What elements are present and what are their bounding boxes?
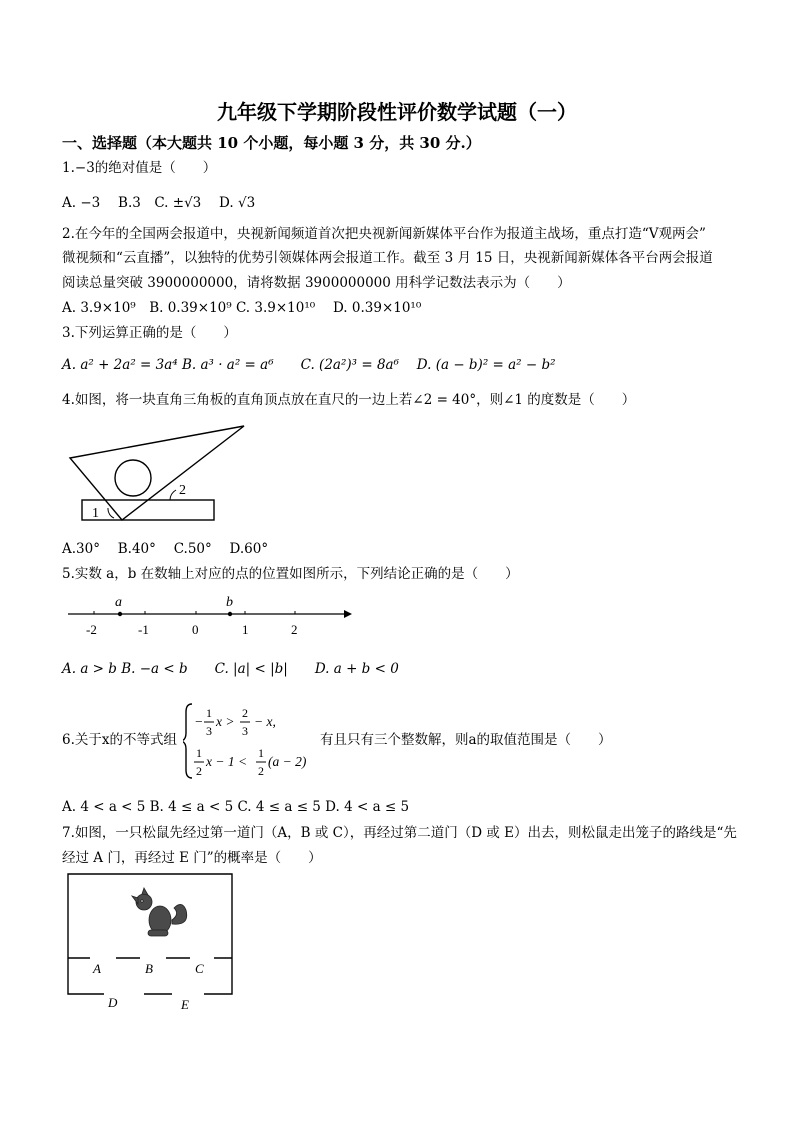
point-b — [228, 612, 232, 616]
q7-cage-figure — [64, 872, 236, 1012]
svg-text:1: 1 — [206, 706, 212, 720]
inequality-1 — [195, 706, 276, 738]
svg-text:2: 2 — [258, 764, 264, 778]
angle1-label: 1 — [92, 506, 99, 521]
gate-C-label: C — [195, 961, 204, 976]
q4-figure — [64, 420, 254, 526]
q7-line1: 7.如图，一只松鼠先经过第一道门（A，B 或 C），再经过第二道门（D 或 E）出去，则松鼠走出笼子的路线是“先 — [62, 825, 737, 841]
q2-options: A. 3.9×10⁹ B. 0.39×10⁹ C. 3.9×10¹⁰ D. 0.39×10¹⁰ — [62, 300, 422, 316]
q1-stem: 1.−3的绝对值是（ ） — [62, 160, 217, 176]
inequality-2 — [194, 746, 307, 778]
q3-options: A. a² + 2a² = 3a⁴ B. a³ · a² = a⁶ C. (2a²)³ = 8a⁶ D. (a − b)² = a² − b² — [62, 357, 556, 373]
svg-text:− x,: − x, — [254, 714, 276, 729]
svg-text:2: 2 — [291, 622, 298, 637]
svg-text:-2: -2 — [86, 622, 97, 637]
squirrel-icon — [132, 888, 187, 936]
tick-1 — [242, 611, 249, 637]
svg-text:x − 1 <: x − 1 < — [206, 754, 248, 769]
q1-options: A. −3 B.3 C. ±√3 D. √3 — [62, 195, 256, 211]
point-a-label: a — [115, 595, 122, 610]
q2-line2: 微视频和“云直播”，以独特的优势引领媒体两会报道工作。截至 3 月 15 日，央视新闻新媒体各平台两会报道 — [62, 250, 713, 266]
tick-minus1 — [138, 611, 149, 637]
page-title: 九年级下学期阶段性评价数学试题（一） — [217, 100, 577, 124]
svg-text:1: 1 — [258, 746, 264, 760]
gate-A-label: A — [93, 961, 101, 976]
q6-stem-suffix: 有且只有三个整数解，则a的取值范围是（ ） — [320, 732, 612, 748]
q6-stem-prefix: 6.关于x的不等式组 — [62, 732, 177, 748]
svg-text:3: 3 — [242, 724, 248, 738]
q4-stem: 4.如图，将一块直角三角板的直角顶点放在直尺的一边上若∠2 = 40°，则∠1 的度数是（ ） — [62, 392, 636, 408]
svg-text:1: 1 — [196, 746, 202, 760]
svg-text:−: − — [195, 714, 203, 729]
svg-text:-1: -1 — [138, 622, 149, 637]
q6-inequality-system — [183, 700, 313, 782]
svg-text:x >: x > — [216, 714, 235, 729]
q5-options: A. a > b B. −a < b C. |a| < |b| D. a + b < 0 — [62, 661, 399, 677]
svg-text:1: 1 — [242, 622, 249, 637]
angle2-arc — [170, 490, 176, 500]
number-line-arrow — [344, 610, 352, 618]
gate-D-label: D — [108, 995, 118, 1010]
gate-E-label: E — [181, 997, 189, 1012]
q5-stem: 5.实数 a，b 在数轴上对应的点的位置如图所示，下列结论正确的是（ ） — [62, 566, 519, 582]
triangle-hole-circle — [115, 460, 151, 496]
tick-minus2 — [86, 611, 97, 637]
q7-line2: 经过 A 门，再经过 E 门”的概率是（ ） — [62, 850, 322, 866]
q2-line3: 阅读总量突破 3900000000，请将数据 3900000000 用科学记数法表示为（ ） — [62, 275, 571, 291]
tick-0 — [192, 611, 199, 637]
point-b-label: b — [226, 595, 233, 610]
q4-options: A.30° B.40° C.50° D.60° — [62, 541, 269, 557]
svg-text:(a − 2): (a − 2) — [268, 754, 307, 769]
point-a — [118, 612, 122, 616]
tick-2 — [291, 611, 298, 637]
svg-text:0: 0 — [192, 622, 199, 637]
svg-text:2: 2 — [242, 706, 248, 720]
svg-text:3: 3 — [206, 724, 212, 738]
section-heading: 一、选择题（本大题共 10 个小题，每小题 3 分，共 30 分.） — [62, 134, 481, 152]
q5-number-line — [64, 592, 354, 640]
angle2-label: 2 — [179, 483, 186, 498]
q3-stem: 3.下列运算正确的是（ ） — [62, 325, 237, 341]
ruler-shape — [82, 500, 214, 520]
svg-text:2: 2 — [196, 764, 202, 778]
system-brace — [183, 704, 192, 778]
q2-line1: 2.在今年的全国两会报道中，央视新闻频道首次把央视新闻新媒体平台作为报道主战场，重点打造“V观两会” — [62, 226, 706, 242]
q6-options: A. 4 < a < 5 B. 4 ≤ a < 5 C. 4 ≤ a ≤ 5 D. 4 < a ≤ 5 — [62, 799, 410, 815]
gate-B-label: B — [145, 961, 153, 976]
